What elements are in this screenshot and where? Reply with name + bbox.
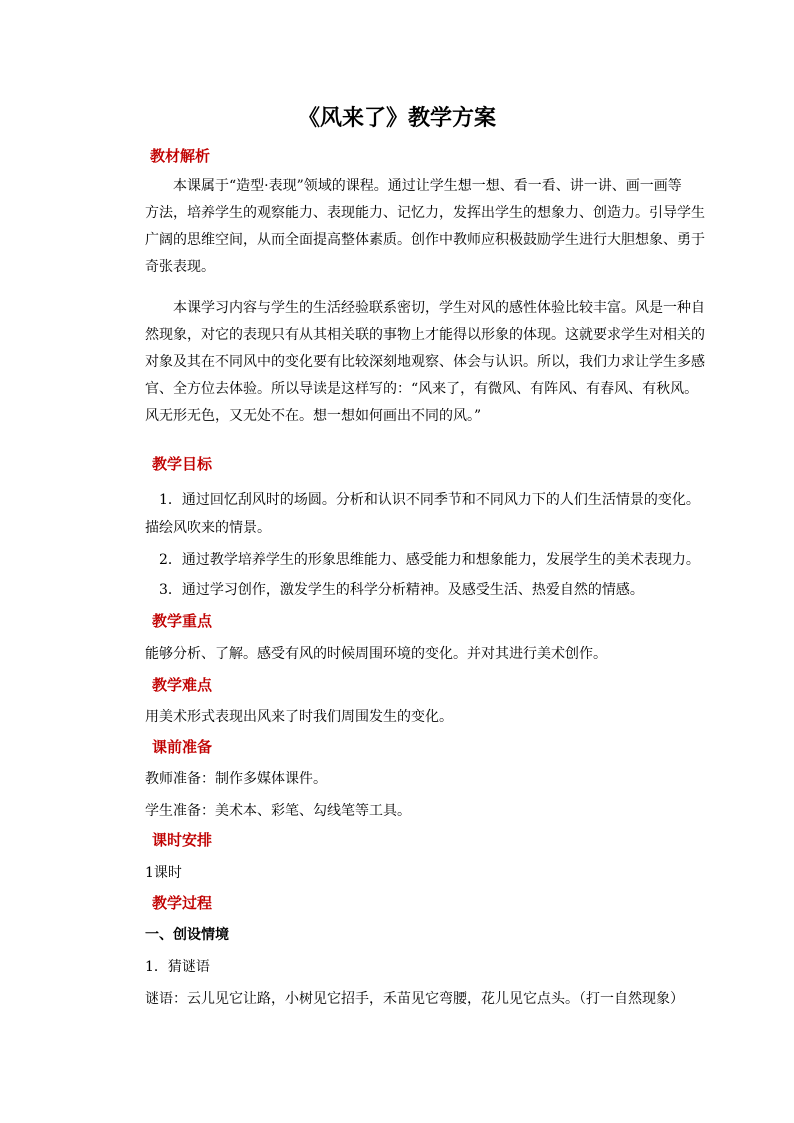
objective-item: 2．通过教学培养学生的形象思维能力、感受能力和想象能力，发展学生的美术表现力。 bbox=[145, 552, 700, 568]
section-heading-analysis: 教材解析 bbox=[150, 147, 211, 165]
paragraph-line: 对象及其在不同风中的变化要有比较深刻地观察、体会与认识。所以，我们力求让学生多感 bbox=[145, 354, 705, 370]
section-heading-process: 教学过程 bbox=[152, 894, 213, 912]
section-heading-objectives: 教学目标 bbox=[152, 455, 213, 473]
student-preparation: 学生准备：美术本、彩笔、勾线笔等工具。 bbox=[145, 803, 411, 819]
section-heading-preparation: 课前准备 bbox=[152, 738, 213, 756]
paragraph-line: 广阔的思维空间，从而全面提高整体素质。创作中教师应积极鼓励学生进行大胆想象、勇于 bbox=[145, 232, 705, 248]
document-title: 《风来了》教学方案 bbox=[297, 105, 496, 131]
schedule-text: 1课时 bbox=[145, 865, 182, 881]
objective-item: 3．通过学习创作，激发学生的科学分析精神。及感受生活、热爱自然的情感。 bbox=[145, 582, 644, 598]
section-heading-schedule: 课时安排 bbox=[152, 831, 213, 849]
difficulties-text: 用美术形式表现出风来了时我们周围发生的变化。 bbox=[145, 709, 453, 725]
paragraph-line: 本课学习内容与学生的生活经验联系密切，学生对风的感性体验比较丰富。风是一种自 bbox=[145, 300, 705, 316]
process-substep: 1．猜谜语 bbox=[145, 959, 210, 975]
paragraph-line: 奇张表现。 bbox=[145, 259, 215, 275]
key-points-text: 能够分析、了解。感受有风的时候周围环境的变化。并对其进行美术创作。 bbox=[145, 646, 607, 662]
section-heading-difficulties: 教学难点 bbox=[152, 676, 213, 694]
process-step-heading: 一、创设情境 bbox=[145, 927, 229, 943]
paragraph-line: 方法，培养学生的观察能力、表现能力、记忆力，发挥出学生的想象力、创造力。引导学生 bbox=[145, 205, 705, 221]
objective-item: 描绘风吹来的情景。 bbox=[145, 520, 271, 536]
objective-item: 1．通过回忆刮风时的场圆。分析和认识不同季节和不同风力下的人们生活情景的变化。 bbox=[145, 492, 700, 508]
riddle-text: 谜语：云儿见它让路，小树见它招手，禾苗见它弯腰，花儿见它点头。（打一自然现象） bbox=[145, 991, 684, 1007]
paragraph-line: 然现象，对它的表现只有从其相关联的事物上才能得以形象的体现。这就要求学生对相关的 bbox=[145, 327, 705, 343]
teacher-preparation: 教师准备：制作多媒体课件。 bbox=[145, 771, 327, 787]
paragraph-line: 本课属于“造型·表现”领域的课程。通过让学生想一想、看一看、讲一讲、画一画等 bbox=[145, 178, 682, 194]
section-heading-key-points: 教学重点 bbox=[152, 612, 213, 630]
paragraph-line: 官、全方位去体验。所以导读是这样写的：“风来了，有微风、有阵风、有春风、有秋风。 bbox=[145, 381, 699, 397]
paragraph-line: 风无形无色，又无处不在。想一想如何画出不同的风。” bbox=[145, 408, 482, 424]
